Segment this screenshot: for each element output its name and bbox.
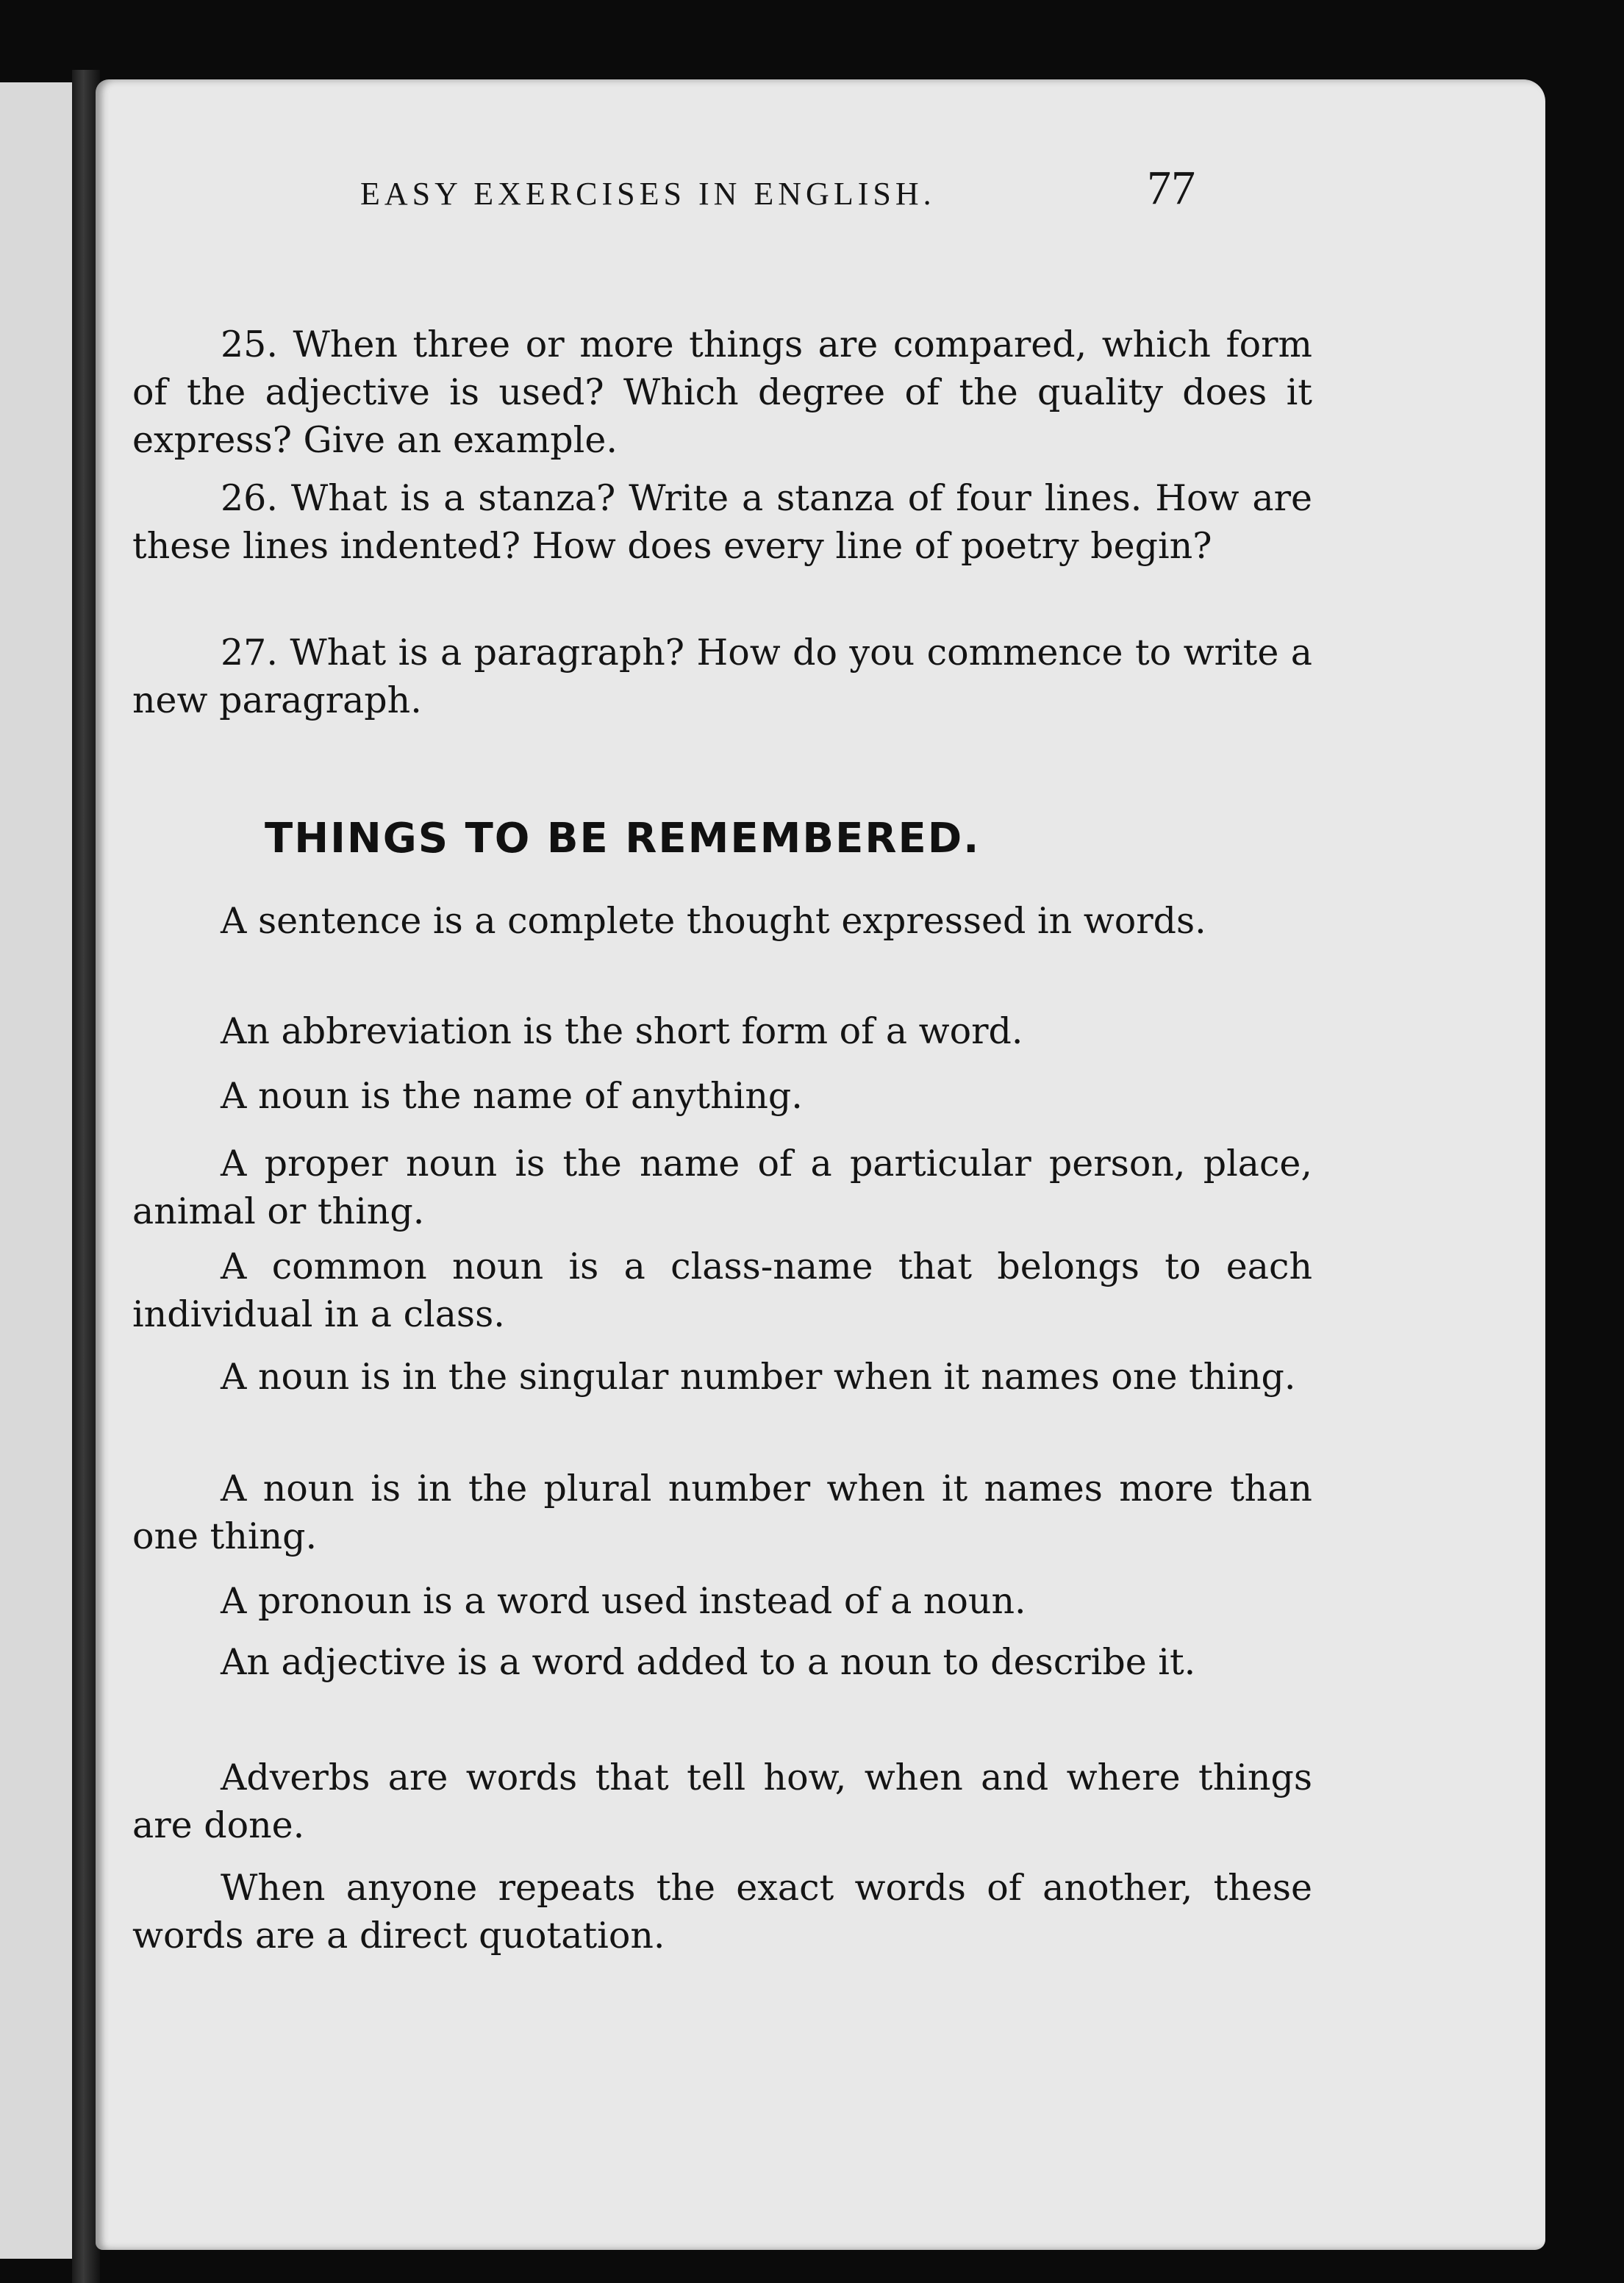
rule-pronoun: A pronoun is a word used instead of a noun. bbox=[221, 1580, 1026, 1622]
rule-proper-noun: A proper noun is the name of a particular person, place, animal or thing. bbox=[132, 1143, 1312, 1232]
rule-singular: A noun is in the singular number when it names one thing. bbox=[221, 1356, 1296, 1398]
facing-page-edge bbox=[0, 82, 72, 2259]
question-27: 27. What is a paragraph? How do you commence to write a new paragraph. bbox=[132, 632, 1312, 721]
rule-adverbs: Adverbs are words that tell how, when and where things are done. bbox=[132, 1757, 1312, 1846]
rule-noun: A noun is the name of anything. bbox=[221, 1075, 803, 1117]
running-title: EASY EXERCISES IN ENGLISH. bbox=[360, 176, 936, 212]
rule-plural: A noun is in the plural number when it names more than one thing. bbox=[132, 1468, 1312, 1557]
rule-quotation: When anyone repeats the exact words of another, these words are a direct quotation. bbox=[132, 1867, 1312, 1957]
rule-adjective: An adjective is a word added to a noun to describe it. bbox=[221, 1641, 1196, 1683]
rule-sentence: A sentence is a complete thought expressed in words. bbox=[221, 900, 1206, 942]
running-header bbox=[360, 160, 1389, 219]
page-number: 77 bbox=[1147, 161, 1195, 215]
rule-abbreviation: An abbreviation is the short form of a word. bbox=[221, 1010, 1023, 1052]
question-25: 25. When three or more things are compared, which form of the adjective is used? Which degree of the quality does it express? Give an example. bbox=[132, 324, 1312, 461]
rule-common-noun: A common noun is a class-name that belongs to each individual in a class. bbox=[132, 1246, 1312, 1335]
section-heading: THINGS TO BE REMEMBERED. bbox=[265, 815, 981, 862]
question-26: 26. What is a stanza? Write a stanza of four lines. How are these lines indented? How does every line of poetry begin? bbox=[132, 477, 1312, 567]
